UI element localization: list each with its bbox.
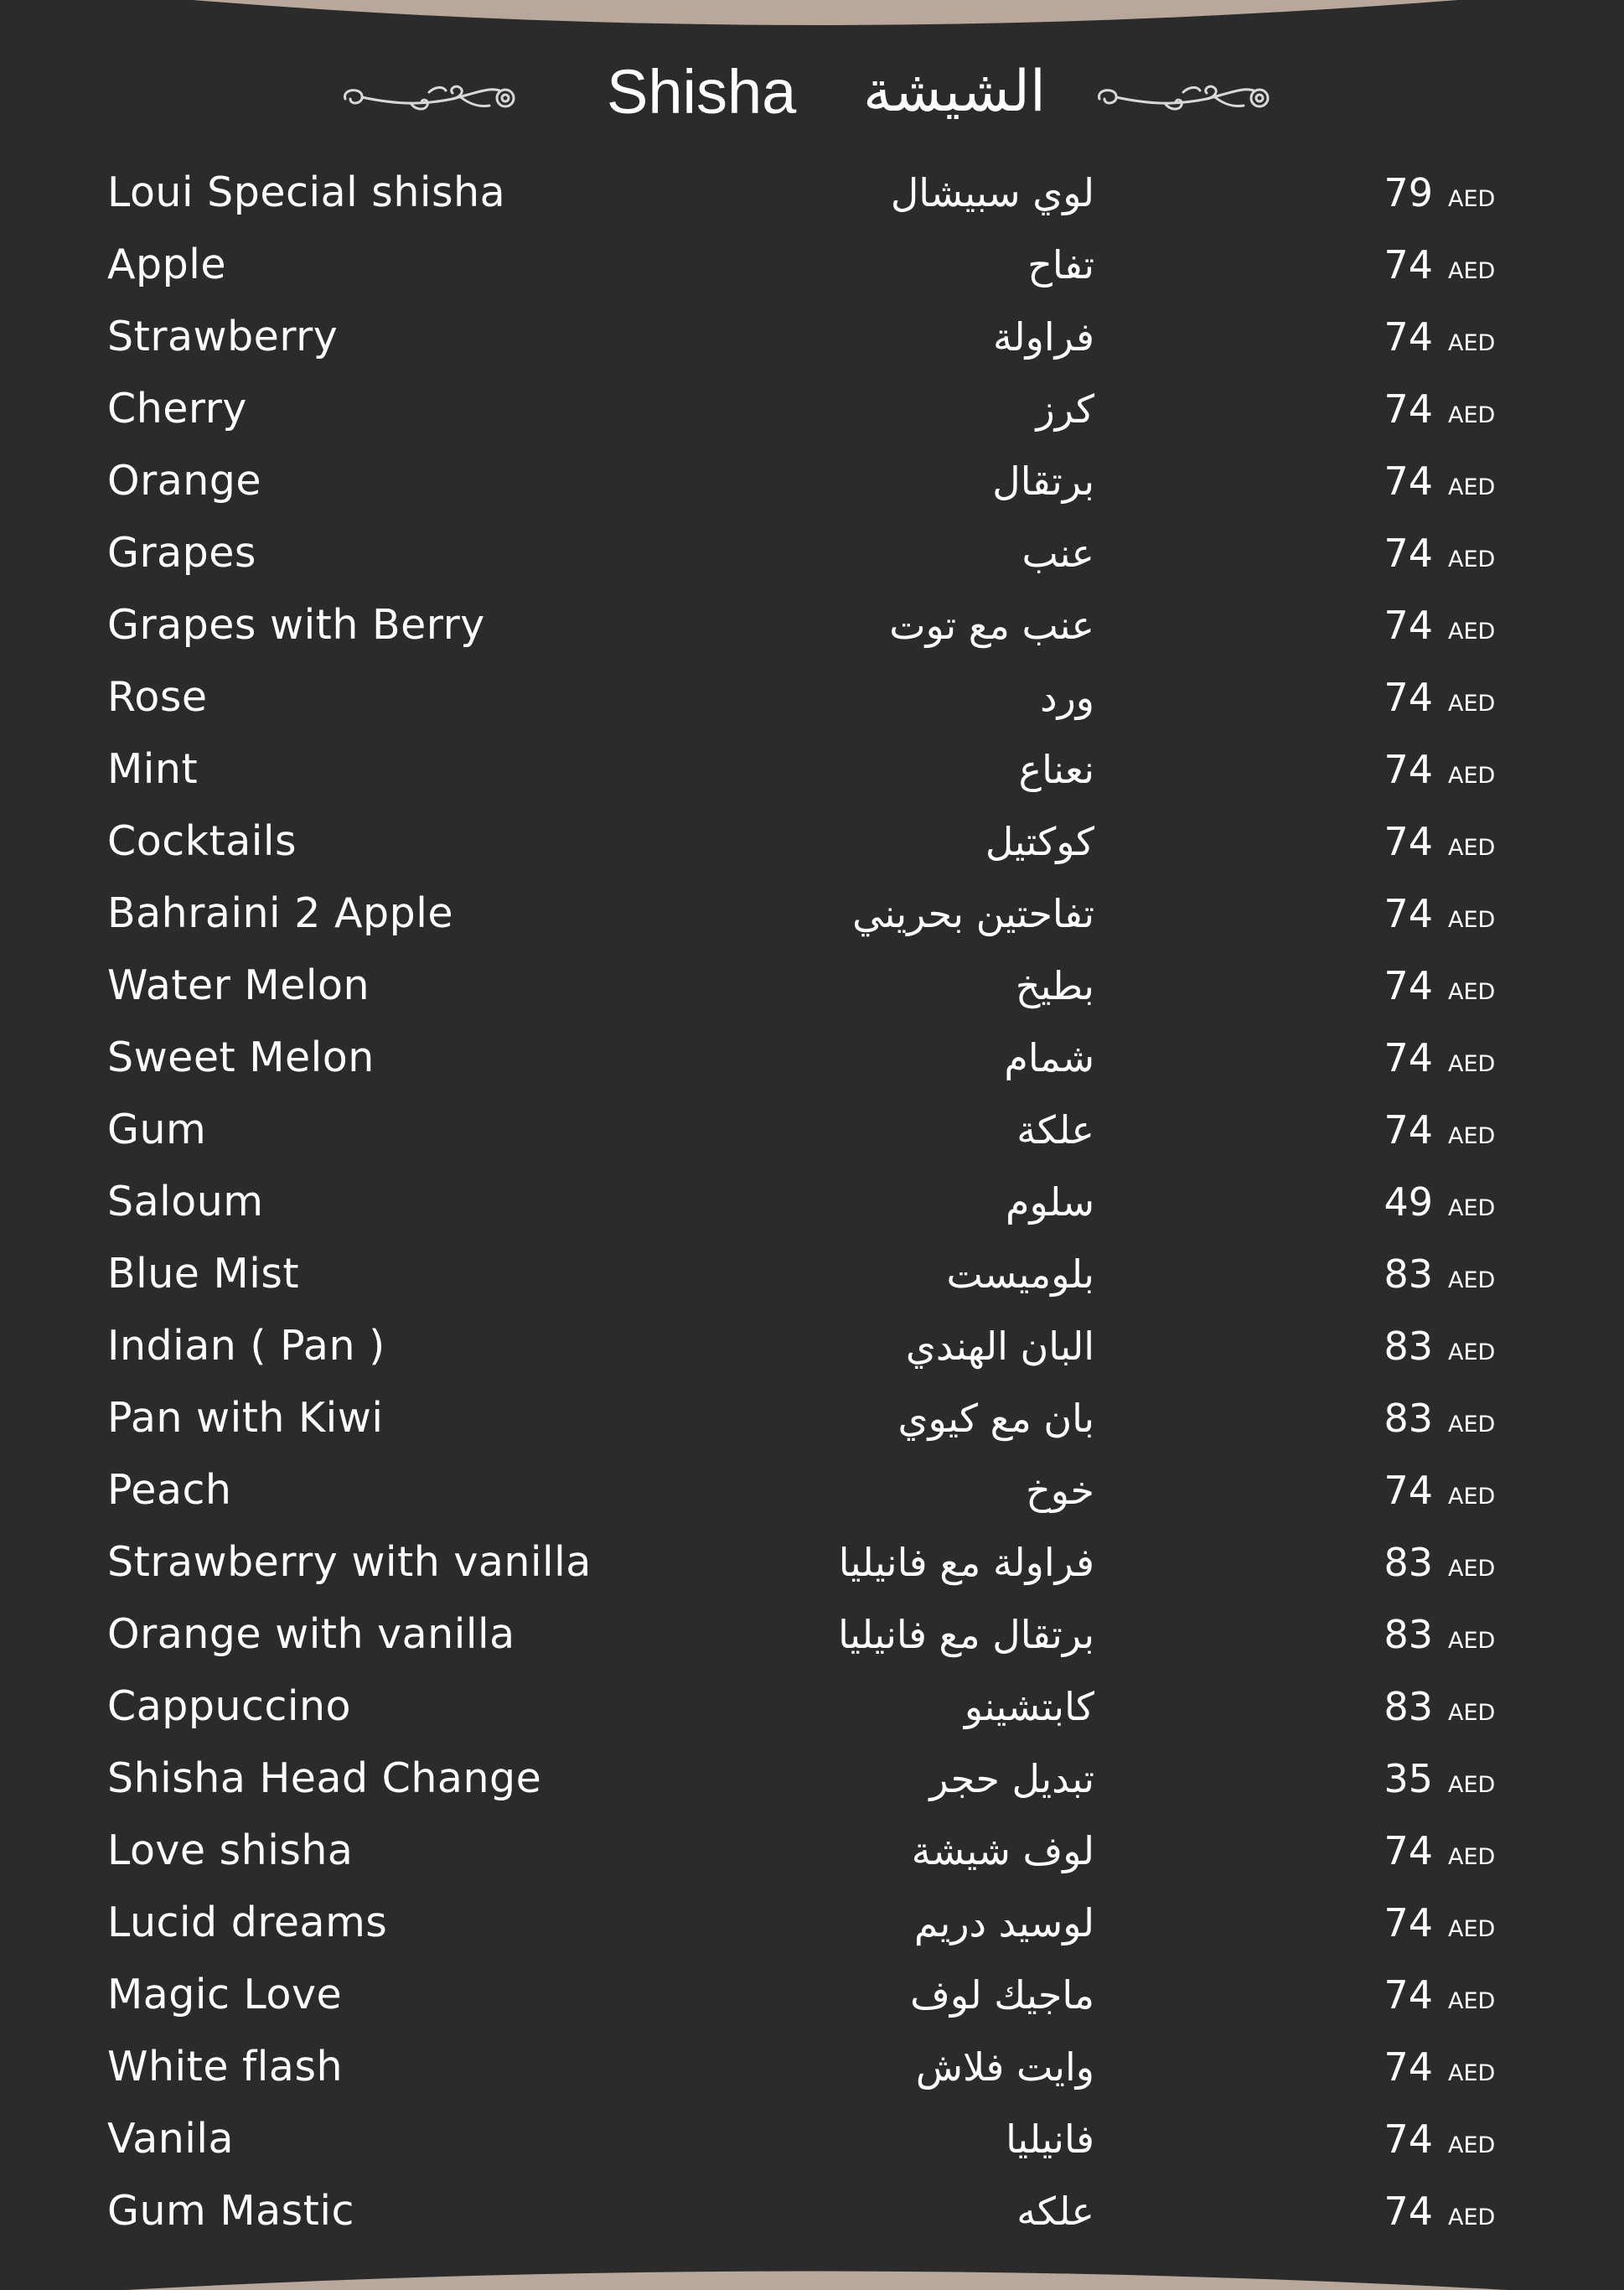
- menu-item: [0, 301, 1624, 373]
- item-name-arabic: سلوم: [1005, 1179, 1094, 1225]
- item-name-arabic: خوخ: [1026, 1468, 1094, 1513]
- item-name-arabic: فراولة مع فانيليا: [838, 1540, 1094, 1585]
- menu-item: [0, 950, 1624, 1022]
- item-name-arabic: بلوميست: [946, 1251, 1094, 1297]
- item-currency: AED: [1448, 907, 1496, 933]
- item-price: 83: [1384, 1324, 1433, 1369]
- item-name-english: Gum: [107, 1106, 207, 1153]
- item-currency: AED: [1448, 1195, 1496, 1221]
- item-name-arabic: لوسيد دريم: [913, 1900, 1094, 1945]
- item-name-arabic: ورد: [1040, 675, 1094, 720]
- item-price: 74: [1384, 1107, 1433, 1153]
- item-name-english: White flash: [107, 2043, 344, 2091]
- menu-item: [0, 878, 1624, 950]
- item-currency: AED: [1448, 691, 1496, 717]
- item-currency: AED: [1448, 835, 1496, 861]
- item-name-arabic: فراولة: [992, 314, 1094, 360]
- item-name-english: Bahraini 2 Apple: [107, 889, 453, 937]
- item-name-english: Strawberry with vanilla: [107, 1538, 592, 1586]
- menu-header: [0, 50, 1624, 134]
- item-currency: AED: [1448, 547, 1496, 572]
- menu-item: [0, 2103, 1624, 2175]
- item-name-english: Vanila: [107, 2115, 235, 2163]
- item-currency: AED: [1448, 1051, 1496, 1077]
- item-name-english: Grapes with Berry: [107, 601, 485, 649]
- item-name-arabic: لوي سبيشال: [890, 170, 1094, 215]
- menu-item: [0, 1887, 1624, 1959]
- item-name-english: Apple: [107, 241, 226, 288]
- menu-item: [0, 661, 1624, 733]
- menu-item: [0, 1454, 1624, 1526]
- item-name-english: Gum Mastic: [107, 2187, 354, 2235]
- item-name-arabic: كوكتيل: [985, 819, 1094, 864]
- item-price: 83: [1384, 1540, 1433, 1585]
- item-name-arabic: علكه: [1016, 2189, 1094, 2234]
- menu-item: [0, 1671, 1624, 1743]
- item-name-arabic: كرز: [1036, 386, 1094, 432]
- item-price: 83: [1384, 1684, 1433, 1729]
- item-name-english: Saloum: [107, 1178, 264, 1225]
- item-name-english: Blue Mist: [107, 1250, 300, 1298]
- item-name-english: Water Melon: [107, 961, 370, 1009]
- item-currency: AED: [1448, 1916, 1496, 1942]
- item-name-english: Love shisha: [107, 1826, 354, 1874]
- item-currency: AED: [1448, 1484, 1496, 1510]
- menu-item: [0, 1238, 1624, 1310]
- item-name-english: Lucid dreams: [107, 1899, 388, 1946]
- item-name-english: Mint: [107, 745, 199, 793]
- menu-item: [0, 2175, 1624, 2247]
- item-name-arabic: برتقال مع فانيليا: [838, 1612, 1094, 1657]
- item-name-arabic: تفاح: [1027, 242, 1094, 288]
- item-currency: AED: [1448, 1339, 1496, 1365]
- item-price: 74: [1384, 459, 1433, 504]
- menu-item: [0, 1743, 1624, 1815]
- item-price: 74: [1384, 314, 1433, 360]
- item-price: 74: [1384, 819, 1433, 864]
- item-name-english: Orange: [107, 457, 262, 505]
- item-name-english: Cocktails: [107, 817, 297, 865]
- bottom-decorative-curve: [0, 2240, 1624, 2290]
- item-currency: AED: [1448, 1628, 1496, 1654]
- menu-item: [0, 1815, 1624, 1887]
- menu-item: [0, 589, 1624, 661]
- menu-item: [0, 733, 1624, 806]
- item-currency: AED: [1448, 258, 1496, 284]
- item-price: 74: [1384, 2044, 1433, 2090]
- item-currency: AED: [1448, 1412, 1496, 1438]
- menu-item: [0, 1382, 1624, 1454]
- item-currency: AED: [1448, 1700, 1496, 1726]
- item-name-arabic: بان مع كيوي: [897, 1396, 1094, 1441]
- item-price: 74: [1384, 747, 1433, 792]
- item-name-arabic: كابتشينو: [964, 1684, 1094, 1729]
- item-name-english: Strawberry: [107, 313, 339, 360]
- item-name-english: Peach: [107, 1466, 232, 1514]
- item-price: 83: [1384, 1612, 1433, 1657]
- item-name-arabic: وايت فلاش: [915, 2044, 1094, 2090]
- item-currency: AED: [1448, 186, 1496, 212]
- item-name-arabic: برتقال: [992, 459, 1094, 504]
- item-currency: AED: [1448, 2205, 1496, 2230]
- item-price: 74: [1384, 2116, 1433, 2162]
- item-currency: AED: [1448, 1267, 1496, 1293]
- menu-item: [0, 1526, 1624, 1598]
- menu-item: [0, 517, 1624, 589]
- item-name-arabic: فانيليا: [1006, 2116, 1094, 2162]
- item-name-arabic: تفاحتين بحريني: [852, 891, 1094, 936]
- item-currency: AED: [1448, 1988, 1496, 2014]
- menu-item: [0, 1959, 1624, 2031]
- item-price: 35: [1384, 1756, 1433, 1801]
- menu-item: [0, 2031, 1624, 2103]
- right-flourish-ornament: [1089, 67, 1282, 126]
- item-price: 79: [1384, 170, 1433, 215]
- item-name-arabic: البان الهندي: [905, 1324, 1094, 1369]
- item-currency: AED: [1448, 402, 1496, 428]
- item-currency: AED: [1448, 330, 1496, 356]
- item-name-english: Loui Special shisha: [107, 168, 506, 216]
- item-name-arabic: ماجيك لوف: [910, 1972, 1094, 2018]
- item-price: 74: [1384, 386, 1433, 432]
- item-price: 74: [1384, 675, 1433, 720]
- item-price: 74: [1384, 891, 1433, 936]
- item-currency: AED: [1448, 1772, 1496, 1798]
- item-currency: AED: [1448, 1844, 1496, 1870]
- item-price: 74: [1384, 1900, 1433, 1945]
- item-currency: AED: [1448, 619, 1496, 645]
- menu-item: [0, 806, 1624, 878]
- item-name-arabic: لوف شيشة: [911, 1828, 1094, 1873]
- item-name-arabic: عنب مع توت: [889, 603, 1094, 648]
- menu-item: [0, 229, 1624, 301]
- item-price: 74: [1384, 531, 1433, 576]
- item-name-english: Rose: [107, 673, 208, 721]
- menu-item: [0, 1094, 1624, 1166]
- item-currency: AED: [1448, 1123, 1496, 1149]
- item-currency: AED: [1448, 1556, 1496, 1582]
- item-price: 83: [1384, 1396, 1433, 1441]
- item-currency: AED: [1448, 763, 1496, 789]
- menu-item: [0, 157, 1624, 229]
- item-name-english: Sweet Melon: [107, 1034, 375, 1081]
- item-name-english: Grapes: [107, 529, 256, 577]
- menu-item: [0, 1166, 1624, 1238]
- item-name-arabic: نعناع: [1018, 747, 1094, 792]
- item-price: 74: [1384, 603, 1433, 648]
- item-currency: AED: [1448, 2132, 1496, 2158]
- item-currency: AED: [1448, 474, 1496, 500]
- item-price: 49: [1384, 1179, 1433, 1225]
- menu-item: [0, 1310, 1624, 1382]
- menu-item: [0, 445, 1624, 517]
- menu-item: [0, 1022, 1624, 1094]
- item-name-english: Magic Love: [107, 1971, 343, 2018]
- item-price: 74: [1384, 2189, 1433, 2234]
- item-name-english: Indian ( Pan ): [107, 1322, 385, 1370]
- item-name-english: Orange with vanilla: [107, 1610, 515, 1658]
- menu-title-english: Shisha: [607, 57, 797, 127]
- menu-title-arabic: الشيشة: [863, 59, 1046, 125]
- item-price: 74: [1384, 1035, 1433, 1080]
- item-name-arabic: شمام: [1004, 1035, 1094, 1080]
- item-name-arabic: علكة: [1016, 1107, 1094, 1153]
- item-price: 74: [1384, 963, 1433, 1008]
- item-name-english: Shisha Head Change: [107, 1754, 542, 1802]
- menu-item: [0, 373, 1624, 445]
- item-name-arabic: بطيخ: [1015, 963, 1094, 1008]
- item-price: 74: [1384, 1468, 1433, 1513]
- item-price: 74: [1384, 1828, 1433, 1873]
- item-price: 83: [1384, 1251, 1433, 1297]
- item-currency: AED: [1448, 979, 1496, 1005]
- item-name-arabic: عنب: [1021, 531, 1094, 576]
- item-name-english: Pan with Kiwi: [107, 1394, 384, 1442]
- shisha-menu-list: [0, 157, 1624, 2247]
- item-currency: AED: [1448, 2060, 1496, 2086]
- item-name-english: Cappuccino: [107, 1682, 352, 1730]
- menu-item: [0, 1598, 1624, 1671]
- item-price: 74: [1384, 242, 1433, 288]
- top-decorative-curve: [0, 0, 1624, 50]
- item-name-arabic: تبديل حجر: [929, 1756, 1094, 1801]
- left-flourish-ornament: [335, 67, 528, 126]
- item-price: 74: [1384, 1972, 1433, 2018]
- item-name-english: Cherry: [107, 385, 247, 433]
